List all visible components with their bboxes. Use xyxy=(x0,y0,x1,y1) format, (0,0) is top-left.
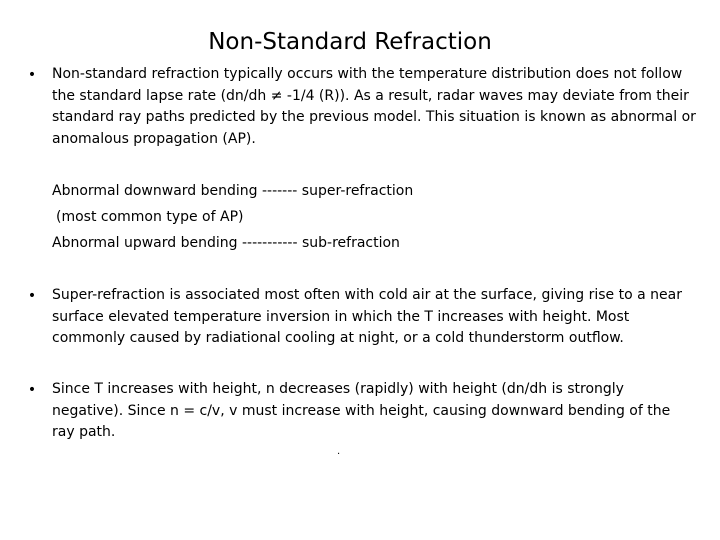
bullet-item-1 xyxy=(26,64,696,150)
bullet-item-3 xyxy=(26,379,696,444)
downward-bending-line: Abnormal downward bending ------- super-refraction xyxy=(52,183,414,199)
bullet-item-2 xyxy=(26,285,696,350)
stray-mark: . xyxy=(337,446,341,457)
bullet-text: Super-refraction is associated most often with cold air at the surface, giving rise to a near surface elevated temperature inversion in which the T increases with height. Most commonly caused by radiational cooling at night, or a cold thunderstorm outflow. xyxy=(52,287,682,346)
bullet-marker: • xyxy=(27,67,37,83)
most-common-note: (most common type of AP) xyxy=(56,209,244,225)
bullet-marker: • xyxy=(27,382,37,398)
slide-title: Non-Standard Refraction xyxy=(208,29,492,55)
bullet-marker: • xyxy=(27,288,37,304)
upward-bending-line: Abnormal upward bending ----------- sub-refraction xyxy=(52,235,400,251)
bullet-text: Non-standard refraction typically occurs with the temperature distribution does not follow the standard lapse rate (dn/dh ≠ -1/4 (R)). As a result, radar waves may deviate from their standard ray paths predicted by the previous model. This situation is known as abnormal or anomalous propagation (AP). xyxy=(52,66,696,147)
bullet-text: Since T increases with height, n decreases (rapidly) with height (dn/dh is strongly negative). Since n = c/v, v must increase with height, causing downward bending of the ray path. xyxy=(52,381,671,440)
